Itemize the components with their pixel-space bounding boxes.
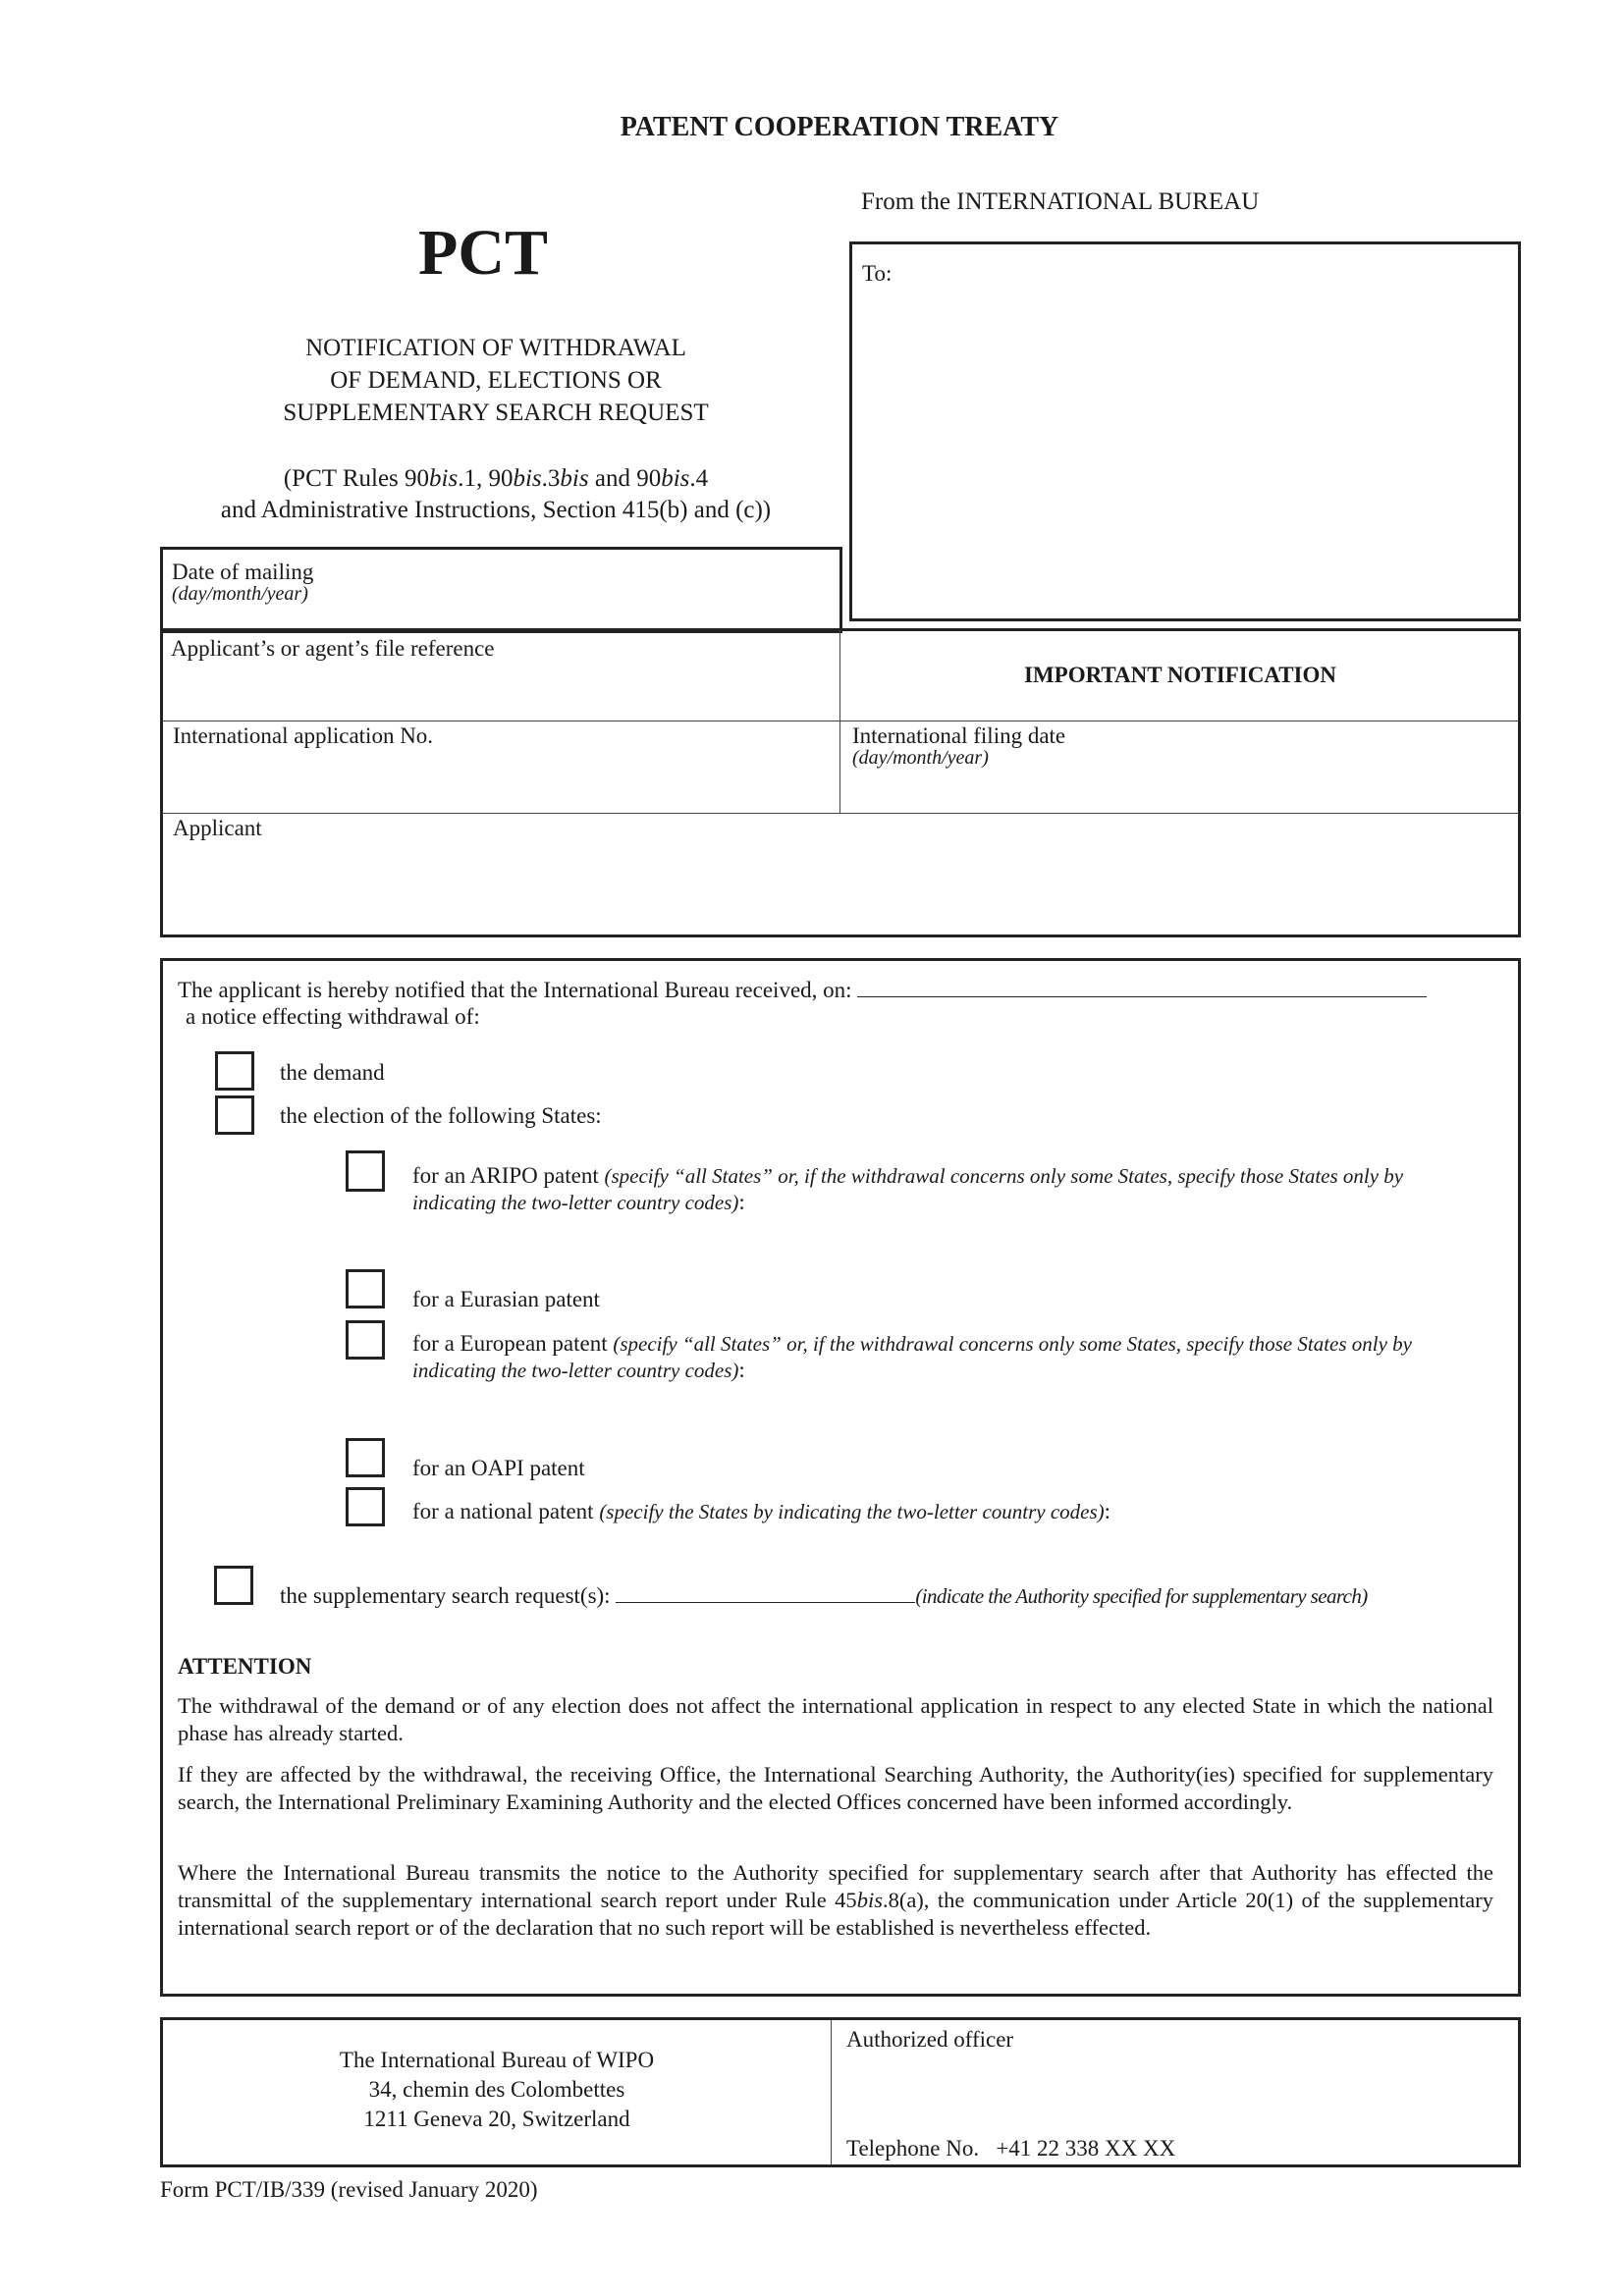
file-reference-field[interactable] bbox=[163, 631, 839, 720]
filing-date-label: International filing date bbox=[852, 723, 1066, 748]
demand-checkbox[interactable] bbox=[215, 1051, 254, 1091]
rules-line-1: (PCT Rules 90bis.1, 90bis.3bis and 90bis.4 bbox=[283, 465, 709, 492]
applicant-field[interactable] bbox=[163, 815, 1518, 934]
notice-text: a notice effecting withdrawal of: bbox=[186, 1004, 480, 1029]
bureau-address-3: 1211 Geneva 20, Switzerland bbox=[363, 2107, 630, 2131]
european-label: for a European patent (specify “all States” or, if the withdrawal concerns only some States, specify those States only by bbox=[412, 1331, 1413, 1356]
from-label: From the INTERNATIONAL BUREAU bbox=[861, 188, 1260, 215]
european-note: indicating the two-letter country codes): bbox=[412, 1358, 745, 1382]
aripo-checkbox[interactable] bbox=[346, 1150, 385, 1192]
divider bbox=[162, 813, 1519, 814]
divider bbox=[831, 2020, 832, 2164]
european-checkbox[interactable] bbox=[346, 1320, 385, 1360]
attention-paragraph-1: The withdrawal of the demand or of any election does not affect the international application in respect to any elected State in which the national phase has already started. bbox=[178, 1693, 1493, 1745]
application-no-label: International application No. bbox=[173, 723, 434, 748]
supplementary-label: the supplementary search request(s): (indicate the Authority specified for supplementary search) bbox=[280, 1583, 1368, 1608]
notification-title-1: NOTIFICATION OF WITHDRAWAL bbox=[305, 335, 686, 361]
attention-paragraph-3: Where the International Bureau transmits the notice to the Authority specified for supplementary search after that Authority has effected the transmittal of the supplementary international search report under Rule 45bis.8(a), the communication under Article 20(1) of the supplementary international search report or of the declaration that no such report will be established is nevertheless effected. bbox=[178, 1860, 1493, 1940]
received-date-line[interactable] bbox=[857, 977, 1427, 997]
election-checkbox[interactable] bbox=[215, 1095, 254, 1135]
form-id: Form PCT/IB/339 (revised January 2020) bbox=[160, 2177, 538, 2202]
treaty-title: PATENT COOPERATION TREATY bbox=[620, 112, 1059, 142]
attention-paragraph-2: If they are affected by the withdrawal, the receiving Office, the International Searching Authority, the Authority(ies) specified for supplementary search, the International Preliminary Examining Authority and the elected Offices concerned have been informed accordingly. bbox=[178, 1762, 1493, 1814]
date-of-mailing-field[interactable] bbox=[160, 547, 842, 633]
national-label: for a national patent (specify the States by indicating the two-letter country codes): bbox=[412, 1499, 1111, 1523]
oapi-checkbox[interactable] bbox=[346, 1438, 385, 1477]
pct-logo: PCT bbox=[418, 217, 548, 289]
election-label: the election of the following States: bbox=[280, 1103, 602, 1128]
demand-label: the demand bbox=[280, 1060, 385, 1085]
eurasian-checkbox[interactable] bbox=[346, 1269, 385, 1308]
bureau-address-2: 34, chemin des Colombettes bbox=[368, 2077, 625, 2102]
eurasian-label: for a Eurasian patent bbox=[412, 1287, 600, 1311]
date-of-mailing-label: Date of mailing bbox=[172, 560, 314, 584]
important-notification-label: IMPORTANT NOTIFICATION bbox=[1023, 663, 1337, 687]
rules-line-2: and Administrative Instructions, Section 415(b) and (c)) bbox=[220, 497, 772, 523]
supplementary-authority-line[interactable] bbox=[616, 1582, 915, 1603]
aripo-note: indicating the two-letter country codes): bbox=[412, 1190, 745, 1214]
telephone: Telephone No. +41 22 338 XX XX bbox=[846, 2136, 1176, 2161]
authorized-officer-label: Authorized officer bbox=[846, 2027, 1014, 2052]
notification-title-3: SUPPLEMENTARY SEARCH REQUEST bbox=[283, 400, 709, 426]
notification-title-2: OF DEMAND, ELECTIONS OR bbox=[330, 367, 662, 394]
date-format-hint: (day/month/year) bbox=[172, 583, 308, 605]
file-reference-label: Applicant’s or agent’s file reference bbox=[171, 636, 495, 661]
oapi-label: for an OAPI patent bbox=[412, 1456, 585, 1480]
intro-text: The applicant is hereby notified that the International Bureau received, on: bbox=[178, 977, 1427, 1003]
filing-date-format-hint: (day/month/year) bbox=[852, 747, 989, 769]
divider bbox=[839, 630, 840, 814]
to-label: To: bbox=[862, 261, 893, 286]
applicant-label: Applicant bbox=[173, 816, 262, 840]
national-checkbox[interactable] bbox=[346, 1487, 385, 1526]
filing-date-field[interactable] bbox=[841, 722, 1519, 812]
aripo-label: for an ARIPO patent (specify “all States” or, if the withdrawal concerns only some States, specify those States only by bbox=[412, 1163, 1404, 1188]
addressee-box[interactable] bbox=[849, 241, 1521, 621]
bureau-address-1: The International Bureau of WIPO bbox=[339, 2048, 655, 2072]
supplementary-checkbox[interactable] bbox=[214, 1566, 253, 1605]
application-no-field[interactable] bbox=[163, 722, 839, 812]
attention-heading: ATTENTION bbox=[178, 1654, 312, 1679]
